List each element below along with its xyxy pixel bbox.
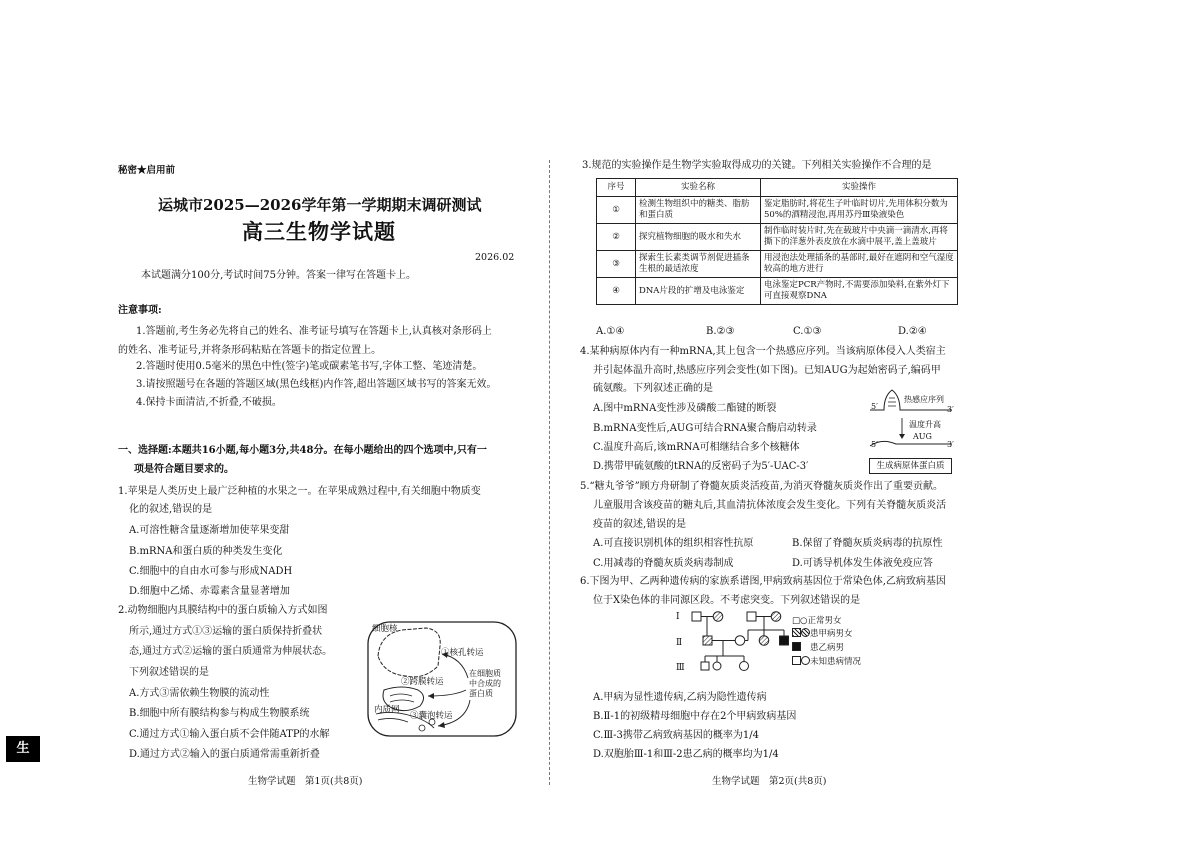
notice-item-1: 1.答题前,考生务必先将自己的姓名、准考证号填写在答题卡上,认真核对条形码上 xyxy=(136,326,492,337)
page-footer-right: 生物学试题 第2页(共8页) xyxy=(712,776,827,787)
notice-item-4: 4.保持卡面清洁,不折叠,不破损。 xyxy=(136,397,282,408)
question-3-option-d: D.②④ xyxy=(898,326,927,337)
pedigree-generation-1: Ⅰ xyxy=(676,612,680,622)
notice-item-2: 2.答题时使用0.5毫米的黑色中性(签字)笔或碳素笔书写,字体工整、笔迹清楚。 xyxy=(136,361,483,372)
exam-date: 2026.02 xyxy=(475,252,515,263)
question-2-option-d: D.通过方式②输入的蛋白质通常需重新折叠 xyxy=(129,749,320,760)
fig2-pathway-1-label: ①核孔转运 xyxy=(441,648,484,658)
question-4-option-a: A.图中mRNA变性涉及磷酸二酯键的断裂 xyxy=(593,403,777,414)
question-3-stem: 3.规范的实验操作是生物学实验取得成功的关键。下列相关实验操作不合理的是 xyxy=(582,160,932,171)
question-2-option-b: B.细胞中所有膜结构参与构成生物膜系统 xyxy=(129,708,310,719)
table-cell: 检测生物组织中的糖类、脂肪和蛋白质 xyxy=(636,197,761,224)
notice-item-1-cont: 的姓名、准考证号,并将条形码粘贴在答题卡的指定位置上。 xyxy=(118,345,382,356)
table-cell: 电泳鉴定PCR产物时,不需要添加染料,在紫外灯下可直接观察DNA xyxy=(761,278,958,305)
question-2-option-a: A.方式③需依赖生物膜的流动性 xyxy=(129,688,270,699)
fig4-protein-box: 生成病原体蛋白质 xyxy=(869,458,952,474)
question-4-option-b: B.mRNA变性后,AUG可结合RNA聚合酶启动转录 xyxy=(593,423,817,434)
question-5-option-c: C.用减毒的脊髓灰质炎病毒制成 xyxy=(593,558,734,569)
table-row xyxy=(597,251,958,278)
table-cell: 探索生长素类调节剂促进插条生根的最适浓度 xyxy=(636,251,761,278)
question-6-option-d: D.双胞胎Ⅲ-1和Ⅲ-2患乙病的概率均为1/4 xyxy=(593,749,779,760)
question-4-option-d: D.携带甲硫氨酸的tRNA的反密码子为5′-UAC-3′ xyxy=(593,461,809,472)
filled-square-icon xyxy=(792,642,801,651)
hatched-square-icon xyxy=(792,628,801,637)
question-5-option-a: A.可直接识别机体的组织相容性抗原 xyxy=(593,538,754,549)
pedigree-legend-unknown: 未知患病情况 xyxy=(810,657,862,667)
exam-subject-title: 高三生物学试题 xyxy=(242,219,396,244)
unknown-square-icon xyxy=(792,656,801,665)
subject-tab: 生 xyxy=(6,736,40,762)
question-3-option-b: B.②③ xyxy=(706,326,735,337)
table-cell: ② xyxy=(597,224,636,251)
pedigree-legend-disease-a: 患甲病男女 xyxy=(810,629,853,639)
hatched-circle-icon xyxy=(801,628,810,637)
fig4-3prime-top: 3′ xyxy=(947,405,954,414)
question-2-stem-line3: 态,通过方式②运输的蛋白质通常为伸展状态。 xyxy=(129,646,333,657)
question-4-stem-line2: 并引起体温升高时,热感应序列会变性(如下图)。已知AUG为起始密码子,编码甲 xyxy=(593,365,941,376)
table-cell: 探究植物细胞的吸水和失水 xyxy=(636,224,761,251)
question-6-option-a: A.甲病为显性遗传病,乙病为隐性遗传病 xyxy=(593,692,767,703)
pedigree-legend-disease-b: 患乙病男 xyxy=(810,643,845,653)
fig4-5prime-top: 5′ xyxy=(871,402,878,411)
question-1-option-a: A.可溶性糖含量逐渐增加使苹果变甜 xyxy=(129,525,290,536)
unknown-circle-icon xyxy=(801,656,810,665)
exam-intro: 本试题满分100分,考试时间75分钟。答案一律写在答题卡上。 xyxy=(141,270,416,281)
question-1-option-c: C.细胞中的自由水可参与形成NADH xyxy=(129,566,293,577)
pedigree-generation-2: Ⅱ xyxy=(676,638,683,648)
question-5-stem-line2: 儿童服用含该疫苗的糖丸后,其血清抗体浓度会发生变化。下列有关脊髓灰质炎活 xyxy=(593,500,947,511)
table-header-cell: 实验名称 xyxy=(636,179,761,197)
table-row xyxy=(597,278,958,305)
experiment-table xyxy=(596,178,958,305)
exam-title: 运城市2025—2026学年第一学期期末调研测试 xyxy=(158,196,482,214)
question-5-stem-line3: 疫苗的叙述,错误的是 xyxy=(593,519,687,530)
question-6-stem-line2: 位于X染色体的非同源区段。不考虑突变。下列叙述错误的是 xyxy=(593,595,861,606)
question-2-stem-line4: 下列叙述错误的是 xyxy=(129,667,209,678)
question-2-option-c: C.通过方式①输入蛋白质不会伴随ATP的水解 xyxy=(129,729,330,740)
section-heading: 一、选择题:本题共16小题,每小题3分,共48分。在每小题给出的四个选项中,只有一 xyxy=(118,445,487,456)
fig2-cytoplasm-label-3: 蛋白质 xyxy=(469,689,493,698)
question-1-option-d: D.细胞中乙烯、赤霉素含量显著增加 xyxy=(129,586,290,597)
table-header-cell: 序号 xyxy=(597,179,636,197)
question-4-stem-line3: 硫氨酸。下列叙述正确的是 xyxy=(593,383,713,394)
question-3-option-c: C.①③ xyxy=(793,326,822,337)
fig4-3prime-bottom: 3′ xyxy=(947,440,954,449)
question-3-option-a: A.①④ xyxy=(596,326,625,337)
notice-heading: 注意事项: xyxy=(118,305,162,316)
question-5-stem: 5.“糖丸爷爷”顾方舟研制了脊髓灰质炎活疫苗,为消灭脊髓灰质炎作出了重要贡献。 xyxy=(580,481,943,492)
question-6-option-c: C.Ⅲ-3携带乙病致病基因的概率为1/4 xyxy=(593,730,759,741)
question-2-stem-line2: 所示,通过方式①③运输的蛋白质保持折叠状 xyxy=(129,626,323,637)
table-cell: 制作临时装片时,先在载玻片中央滴一滴清水,再将撕下的洋葱外表皮放在水滴中展平,盖上盖玻片 xyxy=(761,224,958,251)
question-6-stem: 6.下图为甲、乙两种遗传病的家族系谱图,甲病致病基因位于常染色体,乙病致病基因 xyxy=(580,576,946,587)
question-6-option-b: B.Ⅱ-1的初级精母细胞中存在2个甲病致病基因 xyxy=(593,711,797,722)
question-1-stem-cont: 化的叙述,错误的是 xyxy=(129,504,213,515)
fig2-er-label: 内质网 xyxy=(374,705,400,715)
table-cell: 用浸泡法处理插条的基部时,最好在遮阴和空气湿度较高的地方进行 xyxy=(761,251,958,278)
question-2-stem: 2.动物细胞内具膜结构中的蛋白质输入方式如图 xyxy=(118,605,328,616)
table-cell: DNA片段的扩增及电泳鉴定 xyxy=(636,278,761,305)
fig2-nucleus-label: 细胞核 xyxy=(372,624,398,634)
table-row xyxy=(597,224,958,251)
fig4-temperature-label: 温度升高 xyxy=(909,420,941,429)
fig4-heat-sequence-label: 热感应序列 xyxy=(904,395,944,404)
pedigree-generation-3: Ⅲ xyxy=(676,663,685,673)
notice-item-3: 3.请按照题号在各题的答题区域(黑色线框)内作答,超出答题区域书写的答案无效。 xyxy=(136,379,497,390)
table-header-cell: 实验操作 xyxy=(761,179,958,197)
question-5-option-d: D.可诱导机体发生体液免疫应答 xyxy=(792,558,933,569)
pedigree-legend-normal: □○正常男女 xyxy=(792,616,842,626)
page-footer-left: 生物学试题 第1页(共8页) xyxy=(248,776,363,787)
pedigree-chart xyxy=(688,606,798,686)
secret-label: 秘密★启用前 xyxy=(118,165,176,176)
fig2-cytoplasm-label-2: 中合成的 xyxy=(469,679,501,688)
question-1-stem: 1.苹果是人类历史上最广泛种植的水果之一。在苹果成熟过程中,有关细胞中物质变 xyxy=(118,486,481,497)
question-4-stem: 4.某种病原体内有一种mRNA,其上包含一个热感应序列。当该病原体侵入人类宿主 xyxy=(580,346,946,357)
fig2-pathway-2-label: ②跨膜转运 xyxy=(401,677,444,687)
fig4-5prime-bottom: 5′ xyxy=(871,440,878,449)
section-heading-cont: 项是符合题目要求的。 xyxy=(134,464,234,475)
page-divider xyxy=(549,160,550,785)
table-cell: 鉴定脂肪时,将花生子叶临时切片,先用体积分数为50%的酒精浸泡,再用苏丹Ⅲ染液染色 xyxy=(761,197,958,224)
question-1-option-b: B.mRNA和蛋白质的种类发生变化 xyxy=(129,546,283,557)
table-cell: ④ xyxy=(597,278,636,305)
fig2-cytoplasm-label-1: 在细胞质 xyxy=(469,669,501,678)
question-4-option-c: C.温度升高后,该mRNA可相继结合多个核糖体 xyxy=(593,442,800,453)
table-cell: ① xyxy=(597,197,636,224)
table-cell: ③ xyxy=(597,251,636,278)
fig4-aug-label: AUG xyxy=(913,432,932,441)
fig2-pathway-3-label: ③囊泡转运 xyxy=(410,711,453,721)
question-5-option-b: B.保留了脊髓灰质炎病毒的抗原性 xyxy=(792,538,943,549)
table-row xyxy=(597,197,958,224)
table-header-row xyxy=(597,179,958,197)
